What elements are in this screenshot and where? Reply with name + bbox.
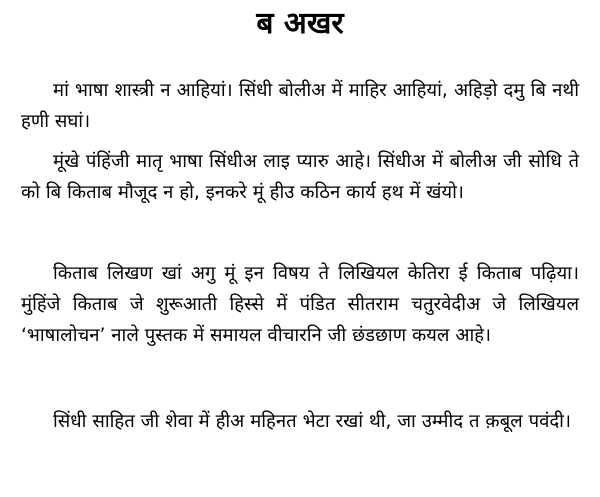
paragraph-3: किताब लिखण खां अगु मूं इन विषय ते लिखियल केतिरा ई किताब पढ़िया। मुंहिंजे किताब जे शुरूआती हिस्से में पंडित सीतराम चतुरवेदीअ जे लिखियल ‘भाषालोचन’ नाले पुस्तक में समायल वीचारनि जी छंडछाण कयल आहे। [21, 263, 579, 346]
paragraph-2: मूंखे पंहिंजी मातृ भाषा सिंधीअ लाइ प्यारु आहे। सिंधीअ में बोलीअ जी सोधि ते को बि किताब मौजूद न हो, इनकरे मूं हीउ कठिन कार्य हथ में खंयो। [21, 151, 579, 203]
paragraph-4: सिंधी साहित जी शेवा में हीअ महिनत भेटा रखां थी, जा उम्मीद त क़बूल पवंदी। [53, 411, 571, 432]
paragraph-1: मां भाषा शास्त्री न आहियां। सिंधी बोलीअ में माहिर आहियां, अहिड़ो दमु बि नथी हणी सघां। [21, 80, 579, 132]
document-title: ब अखर [256, 6, 344, 41]
